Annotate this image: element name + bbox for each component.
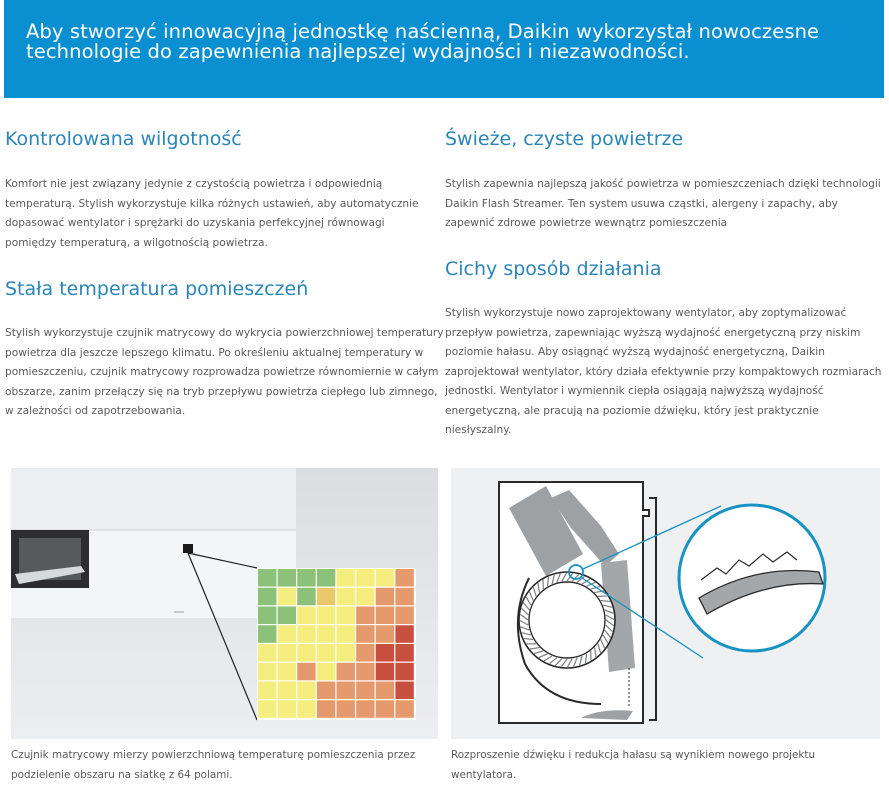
grid-cell: [337, 700, 355, 718]
grid-cell: [317, 682, 335, 700]
grid-cell: [395, 607, 413, 625]
section-title-fresh-air: Świeże, czyste powietrze: [445, 128, 684, 150]
grid-cell: [395, 625, 413, 643]
grid-cell: [356, 625, 374, 643]
grid-cell: [278, 625, 296, 643]
grid-cell: [258, 588, 276, 606]
grid-cell: [376, 663, 394, 681]
grid-cell: [376, 644, 394, 662]
grid-cell: [258, 663, 276, 681]
grid-cell: [376, 682, 394, 700]
grid-cell: [278, 663, 296, 681]
grid-cell: [317, 588, 335, 606]
grid-cell: [376, 625, 394, 643]
grid-cell: [356, 588, 374, 606]
grid-cell: [297, 663, 315, 681]
grid-cell: [395, 700, 413, 718]
grid-cell: [258, 625, 276, 643]
grid-cell: [297, 700, 315, 718]
grid-cell: [317, 700, 335, 718]
grid-cell: [317, 644, 335, 662]
grid-cell: [258, 607, 276, 625]
fan-caption: Rozproszenie dźwięku i redukcja hałasu są wynikiem nowego projektu wentylatora.: [451, 749, 816, 781]
grid-cell: [317, 663, 335, 681]
grid-cell: [297, 588, 315, 606]
fan-cross-section-illustration: [451, 468, 880, 739]
grid-cell: [376, 607, 394, 625]
section-body-quiet: Stylish wykorzystuje nowo zaprojektowany wentylator, aby zoptymalizować przepływ powietrza, zapewniając wyższą wydajność energetyczną przy niskim poziomie hałasu. Aby osiągnąć wyższą wydajność energetyczną, Daikin zaprojektował wentylator, który działa efektywnie przy kompaktowych rozmiarach jednostki. Wentylator i wymiennik ciepła osiągają najwyższą wydajność energetyczną, ale pracują na poziomie dźwięku, który jest praktycznie niesłyszalny.: [445, 307, 882, 436]
grid-cell: [317, 569, 335, 587]
grid-cell: [395, 588, 413, 606]
grid-cell: [376, 588, 394, 606]
grid-cell: [297, 644, 315, 662]
section-title-humidity: Kontrolowana wilgotność: [5, 128, 242, 150]
fan-figure: [451, 468, 880, 739]
section-title-temperature: Stała temperatura pomieszczeń: [5, 278, 309, 300]
grid-cell: [395, 644, 413, 662]
grid-cell: [317, 625, 335, 643]
grid-cell: [278, 682, 296, 700]
grid-cell: [356, 700, 374, 718]
grid-cell: [258, 682, 276, 700]
grid-cell: [356, 644, 374, 662]
grid-cell: [337, 682, 355, 700]
grid-cell: [337, 588, 355, 606]
grid-cell: [258, 644, 276, 662]
intro-banner: [4, 0, 884, 98]
grid-cell: [337, 663, 355, 681]
matrix-sensor-figure: [11, 468, 438, 739]
grid-cell: [278, 607, 296, 625]
matrix-sensor-illustration: [11, 468, 438, 739]
grid-cell: [356, 663, 374, 681]
grid-cell: [356, 569, 374, 587]
grid-cell: [395, 569, 413, 587]
grid-cell: [297, 625, 315, 643]
grid-cell: [278, 588, 296, 606]
section-body-fresh-air: Stylish zapewnia najlepszą jakość powietrza w pomieszczeniach dzięki technologii Daikin Flash Streamer. Ten system usuwa cząstki, alergeny i zapachy, aby zapewnić zdrowe powietrze wewnątrz pomieszczenia: [445, 178, 881, 229]
grid-cell: [337, 644, 355, 662]
grid-cell: [278, 569, 296, 587]
grid-cell: [337, 569, 355, 587]
grid-cell: [337, 625, 355, 643]
grid-cell: [376, 700, 394, 718]
intro-banner-text: Aby stworzyć innowacyjną jednostkę naścienną, Daikin wykorzystał nowoczesne technologie do zapewnienia najlepszej wydajności i niezawodności.: [26, 20, 820, 63]
grid-cell: [376, 569, 394, 587]
grid-cell: [297, 682, 315, 700]
grid-cell: [278, 644, 296, 662]
grid-cell: [258, 569, 276, 587]
section-title-quiet: Cichy sposób działania: [445, 258, 662, 280]
grid-cell: [317, 607, 335, 625]
grid-cell: [337, 607, 355, 625]
grid-cell: [356, 682, 374, 700]
grid-cell: [395, 663, 413, 681]
section-body-temperature: Stylish wykorzystuje czujnik matrycowy do wykrycia powierzchniowej temperatury powietrza dla jeszcze lepszego klimatu. Po określeniu aktualnej temperatury w pomieszczeniu, czujnik matrycowy rozprowadza powietrze równomiernie w całym obszarze, zanim przełączy się na tryb przepływu powietrza ciepłego lub zimnego, w zależności od zapotrzebowania.: [5, 327, 444, 417]
grid-cell: [297, 569, 315, 587]
grid-cell: [297, 607, 315, 625]
grid-cell: [278, 700, 296, 718]
grid-cell: [258, 700, 276, 718]
grid-cell: [356, 607, 374, 625]
grid-cell: [395, 682, 413, 700]
section-body-humidity: Komfort nie jest związany jedynie z czystością powietrza i odpowiednią temperaturą. Stylish wykorzystuje kilka różnych ustawień, aby automatycznie dopasować wentylator i sprężarki do uzyskania perfekcyjnej równowagi pomiędzy temperaturą, a wilgotnością powietrza.: [5, 178, 419, 249]
matrix-sensor-caption: Czujnik matrycowy mierzy powierzchniową temperaturę pomieszczenia przez podzielenie obszaru na siatkę z 64 polami.: [11, 749, 416, 781]
